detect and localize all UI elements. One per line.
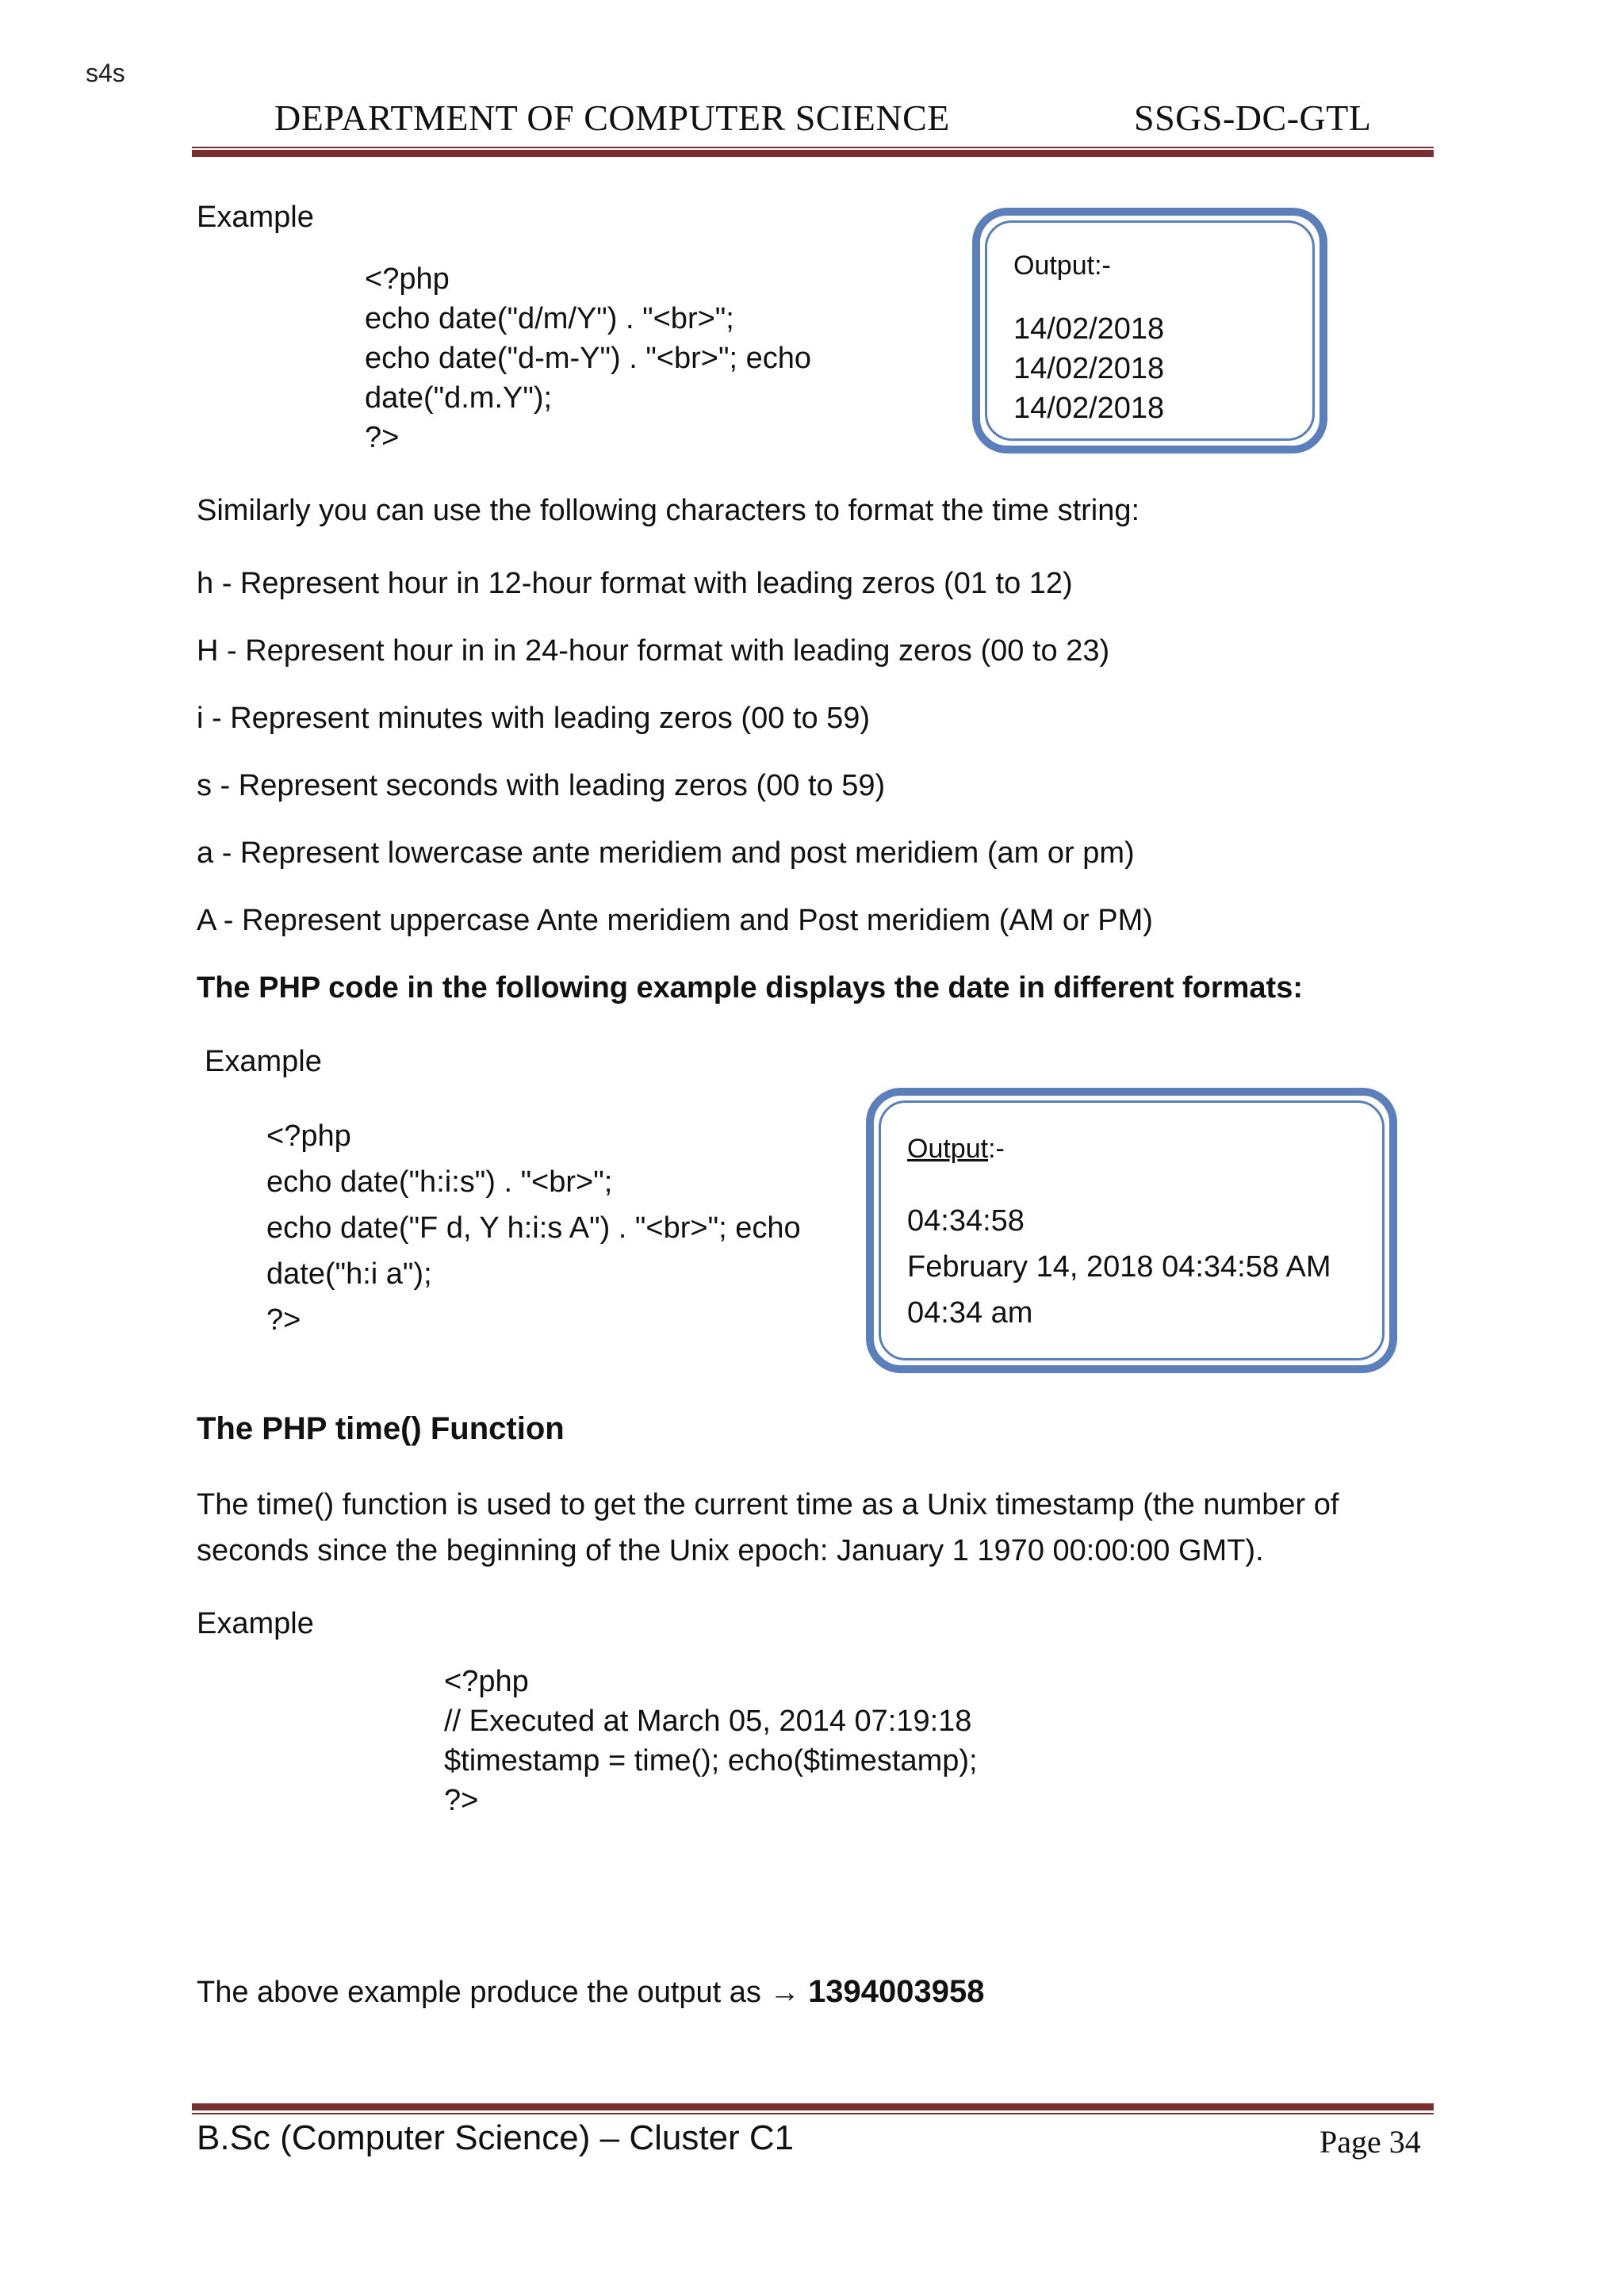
result-value: 1394003958 [808,1974,985,2009]
output-line: 14/02/2018 [1013,352,1165,385]
example2-code-block [266,1113,801,1343]
bold-statement: The PHP code in the following example displays the date in different formats: [197,971,1303,1004]
header-code: SSGS-DC-GTL [1134,98,1372,138]
code-line: ?> [444,1784,479,1817]
code-line: // Executed at March 05, 2014 07:19:18 [444,1705,972,1738]
output-box-2-lines [907,1198,1331,1336]
code-line: <?php [365,262,450,296]
format-item-i: i - Represent minutes with leading zeros (00 to 59) [197,702,871,735]
footer-course: B.Sc (Computer Science) – Cluster C1 [197,2118,795,2157]
example1-label: Example [197,201,314,234]
time-paragraph-line2: seconds since the beginning of the Unix epoch: January 1 1970 00:00:00 GMT). [197,1534,1264,1567]
result-line [197,1972,985,2012]
output-box-1 [972,208,1327,453]
header-rule [192,150,1434,157]
corner-tag: s4s [86,59,125,87]
output-label-underlined: Output [907,1134,989,1164]
output-box-2 [866,1088,1397,1373]
code-line: date("h:i a"); [266,1257,432,1291]
output-box-1-lines [1013,309,1164,428]
example3-code-block [444,1662,978,1820]
example3-label: Example [197,1607,314,1640]
code-line: $timestamp = time(); echo($timestamp); [444,1744,978,1777]
footer-rule [192,2103,1434,2110]
code-line: echo date("F d, Y h:i:s A") . "<br>"; echo [266,1211,801,1245]
example1-code-block [365,259,811,457]
header-department: DEPARTMENT OF COMPUTER SCIENCE [274,98,950,138]
example2-label: Example [205,1045,322,1078]
code-line: echo date("d-m-Y") . "<br>"; echo [365,342,811,375]
output-box-1-label: Output:- [1013,251,1111,281]
output-line: 14/02/2018 [1013,312,1165,346]
format-item-a: a - Represent lowercase ante meridiem and post meridiem (am or pm) [197,836,1135,870]
result-prefix: The above example produce the output as [197,1976,761,2009]
time-paragraph-line1: The time() function is used to get the current time as a Unix timestamp (the number of [197,1488,1339,1521]
format-item-A: A - Represent uppercase Ante meridiem and Post meridiem (AM or PM) [197,904,1153,937]
header-rule-thin [192,147,1434,148]
format-item-h: h - Represent hour in 12-hour format with leading zeros (01 to 12) [197,567,1073,600]
format-item-s: s - Represent seconds with leading zeros (00 to 59) [197,769,886,802]
code-line: <?php [266,1119,351,1153]
output-line: February 14, 2018 04:34:58 AM [907,1250,1331,1284]
output-label-suffix: :- [988,1134,1005,1164]
output-line: 04:34 am [907,1296,1033,1330]
code-line: echo date("h:i:s") . "<br>"; [266,1165,613,1199]
code-line: ?> [266,1303,301,1337]
code-line: ?> [365,421,400,454]
output-line: 04:34:58 [907,1204,1025,1238]
footer-rule-thin [192,2113,1434,2114]
arrow-icon: → [769,1976,800,2009]
output-line: 14/02/2018 [1013,392,1165,425]
format-item-H: H - Represent hour in in 24-hour format with leading zeros (00 to 23) [197,634,1110,668]
format-intro: Similarly you can use the following characters to format the time string: [197,494,1140,527]
code-line: date("d.m.Y"); [365,381,553,415]
section-heading: The PHP time() Function [197,1411,565,1446]
page-number: Page 34 [1320,2124,1421,2160]
output-box-2-label [907,1129,1005,1169]
code-line: echo date("d/m/Y") . "<br>"; [365,302,734,335]
code-line: <?php [444,1665,529,1698]
